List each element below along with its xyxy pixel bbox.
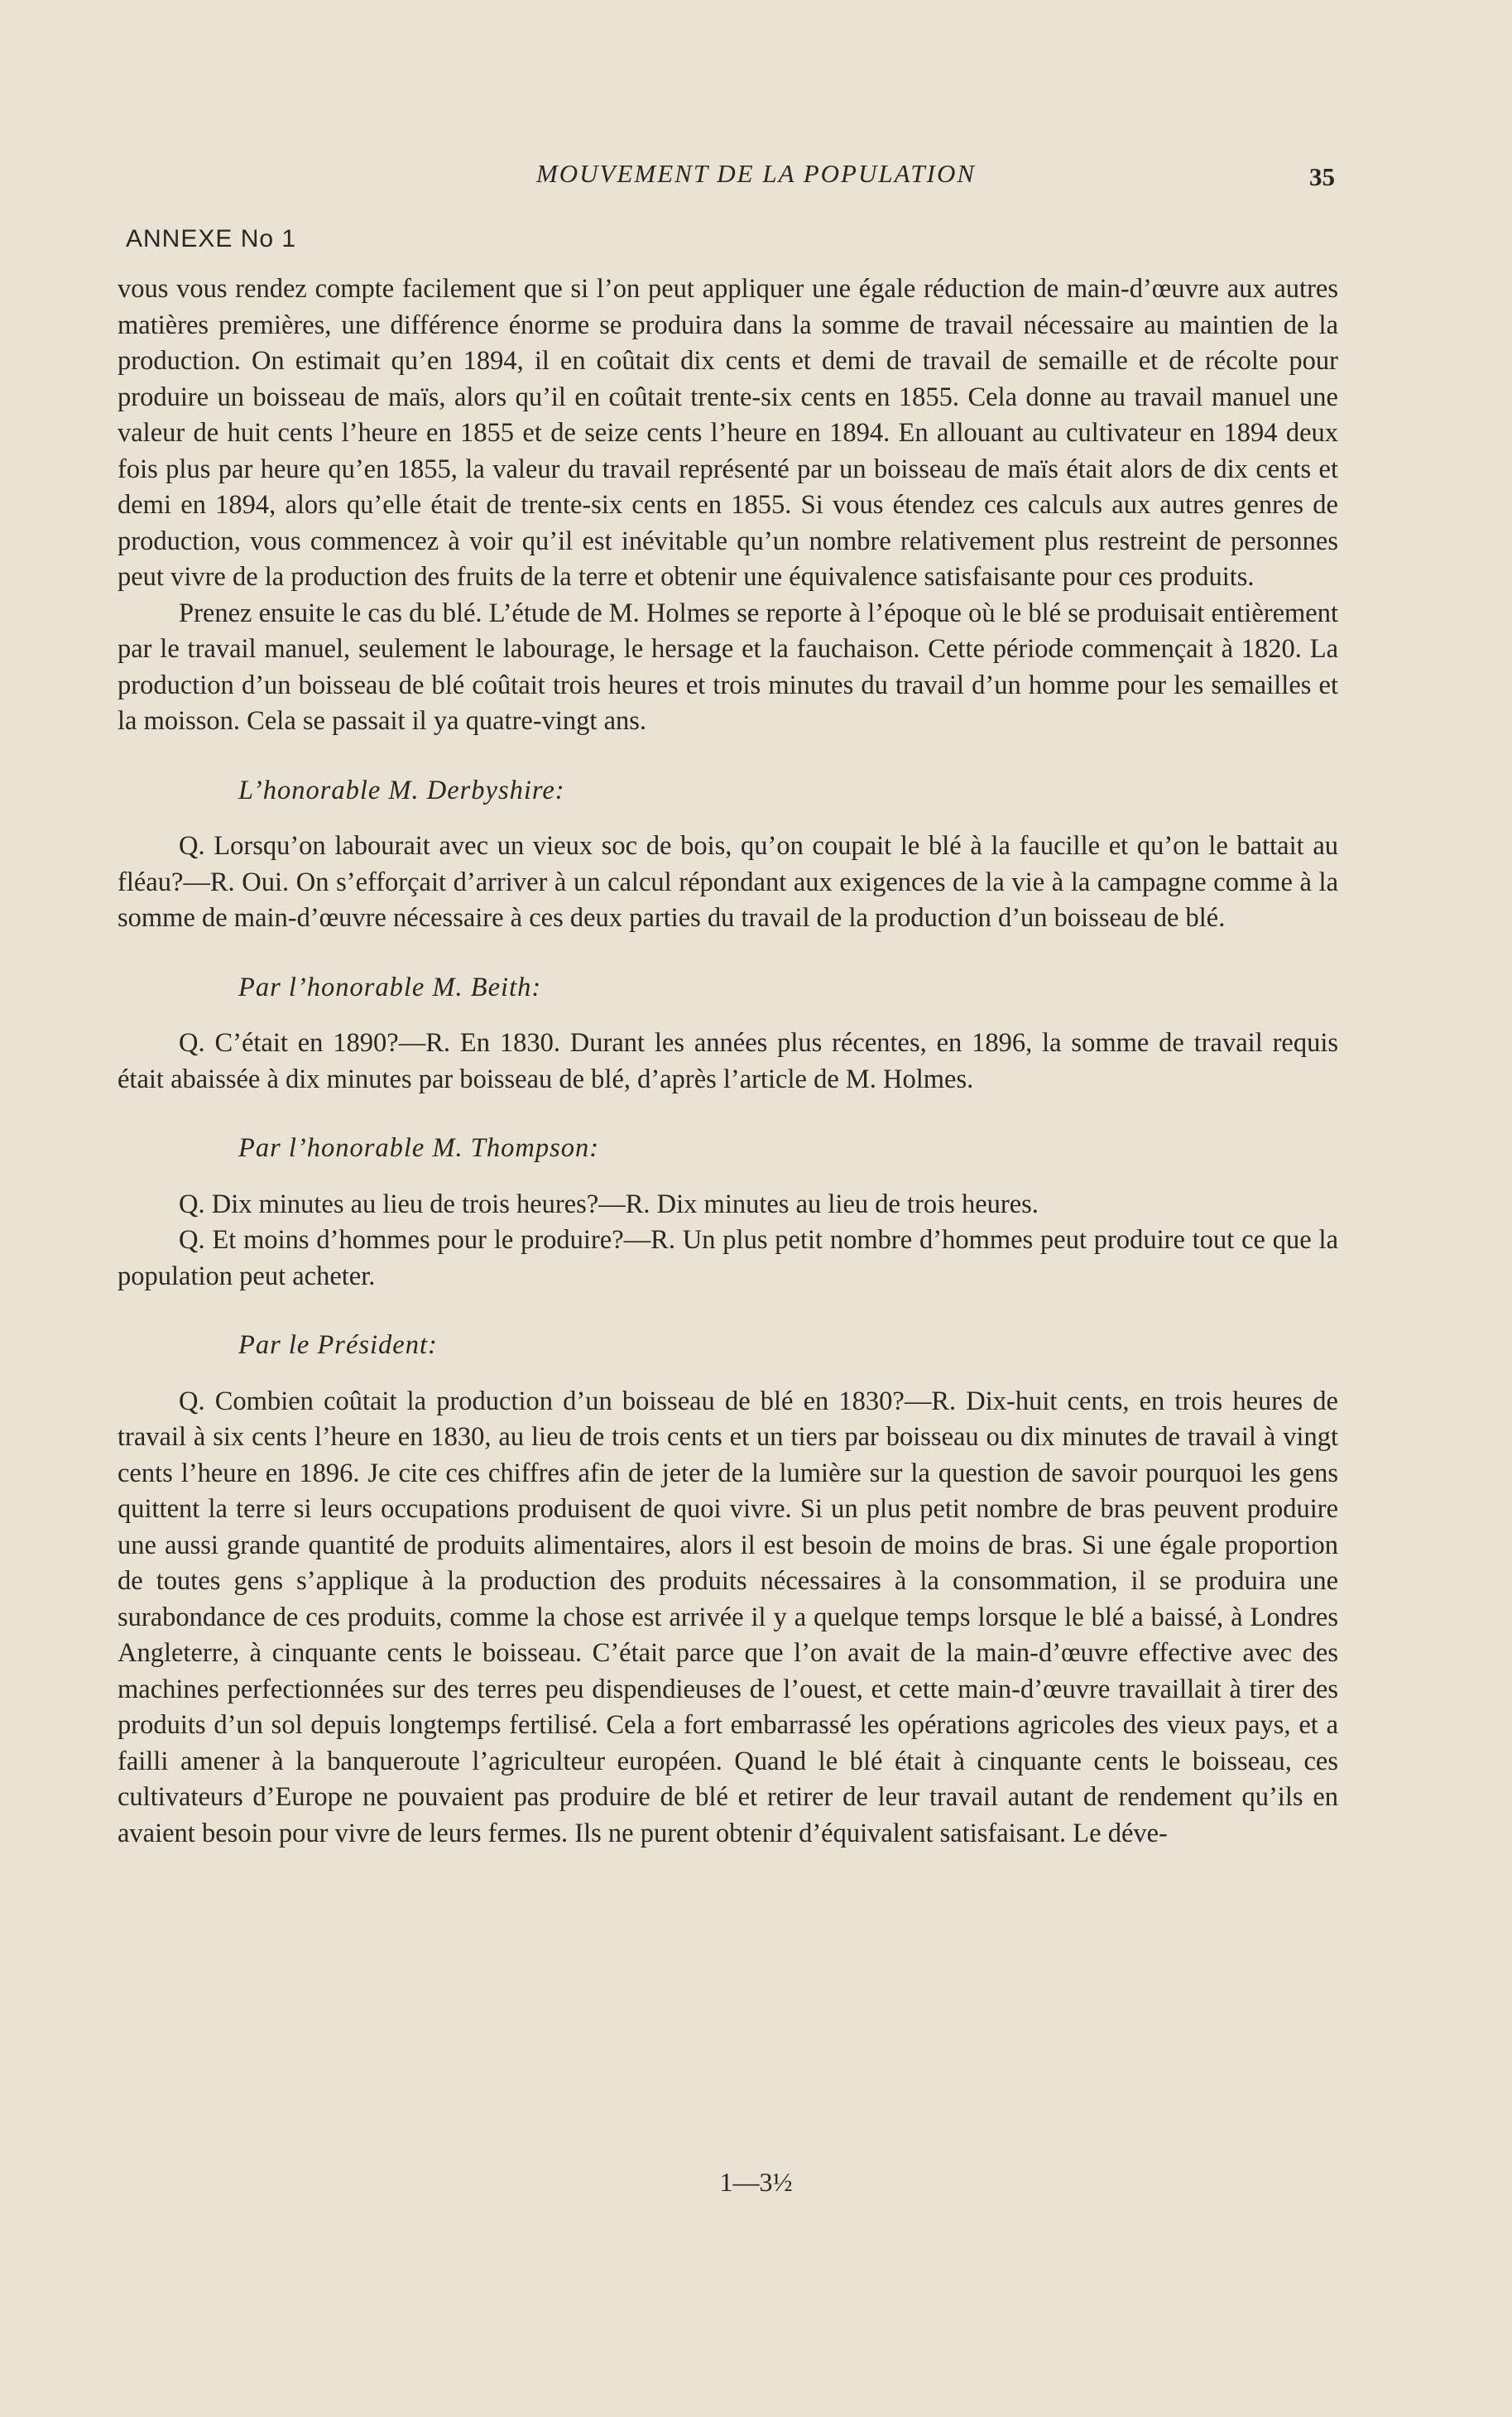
paragraph-4: Q. C’était en 1890?—R. En 1830. Durant les années plus récentes, en 1896, la somme de travail requis était abaissée à dix minutes par boisseau de blé, d’après l’article de M. Holmes. [118,1028,1338,1094]
annex-label: ANNEXE No 1 [126,225,297,252]
body-text [118,271,1338,1852]
running-title: MOUVEMENT DE LA POPULATION [535,159,977,188]
paragraph-2: Prenez ensuite le cas du blé. L’étude de M. Holmes se reporte à l’époque où le blé se produisait entièrement par le travail manuel, seulement le labourage, le hersage et la fauchaison. Cette période commençait à 1820. La production d’un boisseau de blé coûtait trois heures et trois minutes du travail d’un homme pour les semailles et la moisson. Cela se passait il ya quatre-vingt ans. [118,598,1338,736]
paragraph-1: vous vous rendez compte facilement que si l’on peut appliquer une égale réduction de main-d’œuvre aux autres matières premières, une différence énorme se produira dans la somme de travail nécessaire au maintien de la production. On estimait qu’en 1894, il en coûtait dix cents et demi de travail de semaille et de récolte pour produire un boisseau de maïs, alors qu’il en coûtait trente-six cents en 1855. Cela donne au travail manuel une valeur de huit cents l’heure en 1855 et de seize cents l’heure en 1894. En allouant au cultivateur en 1894 deux fois plus par heure qu’en 1855, la valeur du travail représenté par un boisseau de maïs était alors de dix cents et demi en 1894, alors qu’elle était de trente-six cents en 1855. Si vous étendez ces calculs aux autres genres de production, vous commencez à voir qu’il est inévitable qu’un nombre relativement plus restreint de personnes peut vivre de la production des fruits de la terre et obtenir une équivalence satisfaisante pour ces produits. [118,274,1338,592]
speaker-heading-2: Par l’honorable M. Beith: [238,972,542,1002]
speaker-heading-1: L’honorable M. Derbyshire: [238,775,565,805]
speaker-heading-4: Par le Président: [238,1330,438,1360]
paragraph-5: Q. Dix minutes au lieu de trois heures?—R. Dix minutes au lieu de trois heures. [179,1189,1039,1219]
speaker-heading-3: Par l’honorable M. Thompson: [238,1133,600,1163]
paragraph-3: Q. Lorsqu’on labourait avec un vieux soc de bois, qu’on coupait le blé à la faucille et qu’on le battait au fléau?—R. Oui. On s’efforçait d’arriver à un calcul répondant aux exigences de la vie à la campagne comme à la somme de main-d’œuvre nécessaire à ces deux parties du travail de la production d’un boisseau de blé. [118,831,1338,933]
paragraph-6: Q. Et moins d’hommes pour le produire?—R. Un plus petit nombre d’hommes peut produire tout ce que la population peut acheter. [118,1225,1338,1291]
paragraph-7: Q. Combien coûtait la production d’un boisseau de blé en 1830?—R. Dix-huit cents, en trois heures de travail à six cents l’heure en 1830, au lieu de trois cents et un tiers par boisseau ou dix minutes de travail à vingt cents l’heure en 1896. Je cite ces chiffres afin de jeter de la lumière sur la question de savoir pourquoi les gens quittent la terre si leurs occupations produisent de quoi vivre. Si un plus petit nombre de bras peuvent produire une aussi grande quantité de produits alimentaires, alors il est besoin de moins de bras. Si une égale proportion de toutes gens s’applique à la production des produits nécessaires à la consommation, il se produira une surabondance de ces produits, comme la chose est arrivée il y a quelque temps lorsque le blé a baissé, à Londres Angleterre, à cinquante cents le boisseau. C’était parce que l’on avait de la main-d’œuvre effective avec des machines perfectionnées sur des terres peu dispendieuses de l’ouest, et cette main-d’œuvre travaillait à tirer des produits d’un sol depuis longtemps fertilisé. Cela a fort embarrassé les opérations agricoles des vieux pays, et a failli amener à la banqueroute l’agriculteur européen. Quand le blé était à cinquante cents le boisseau, ces cultivateurs d’Europe ne pouvaient pas produire de blé et retirer de leur travail autant de rendement qu’ils en avaient besoin pour vivre de leurs fermes. Ils ne purent obtenir d’équivalent satisfaisant. Le déve- [118,1386,1338,1848]
signature-mark: 1—3½ [719,2167,793,2197]
page-number: 35 [1309,162,1335,191]
